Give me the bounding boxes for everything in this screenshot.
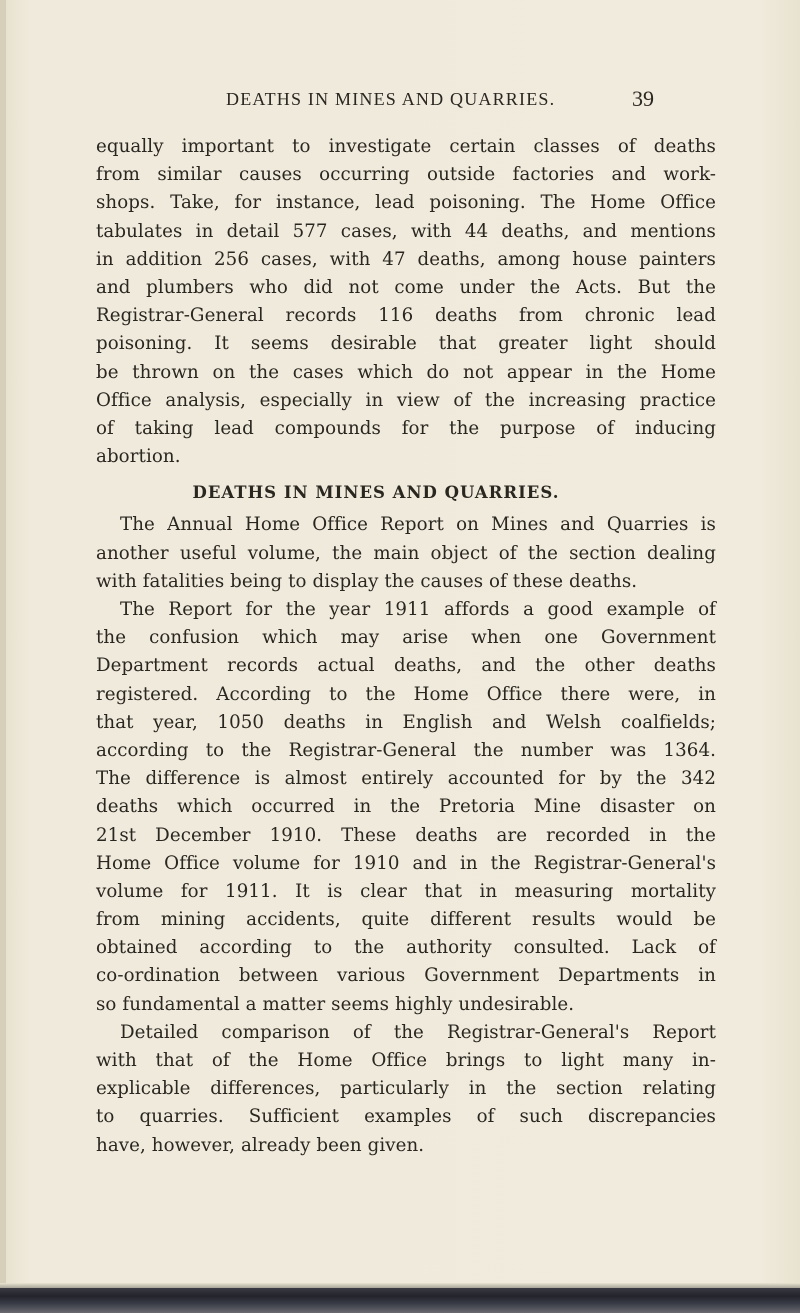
text-line: equally important to investigate certain classes of deaths <box>96 136 716 157</box>
text-line: co-ordination between various Government Departments in <box>96 965 716 987</box>
text-line: tabulates in detail 577 cases, with 44 deaths, and mentions <box>96 220 716 242</box>
text-line: so fundamental a matter seems highly undesirable. <box>96 993 575 1015</box>
text-line: shops. Take, for instance, lead poisoning. The Home Office <box>96 192 716 214</box>
text-line: to quarries. Sufficient examples of such discrepancies <box>96 1106 716 1128</box>
running-title: DEATHS IN MINES AND QUARRIES. <box>226 89 556 109</box>
running-head <box>0 86 800 116</box>
paragraph-report-1911 <box>96 596 716 1019</box>
text-line: and plumbers who did not come under the Acts. But the <box>96 276 716 298</box>
text-line: Home Office volume for 1910 and in the Registrar-General's <box>96 852 716 874</box>
text-line: Department records actual deaths, and the other deaths <box>96 655 716 677</box>
text-line: from mining accidents, quite different results would be <box>96 909 716 931</box>
text-line: Detailed comparison of the Registrar-General's Report <box>120 1021 716 1043</box>
text-line: from similar causes occurring outside factories and work- <box>96 164 716 186</box>
text-line: with fatalities being to display the causes of these deaths. <box>96 570 638 592</box>
text-line: The Annual Home Office Report on Mines and Quarries is <box>120 514 716 536</box>
text-line: another useful volume, the main object of the section dealing <box>96 542 716 564</box>
text-line: the confusion which may arise when one Government <box>96 627 716 649</box>
page-gutter-edge <box>0 0 6 1313</box>
text-line: The Report for the year 1911 affords a good example of <box>120 599 716 620</box>
paragraph-detailed-comparison <box>96 1019 716 1160</box>
text-line: volume for 1911. It is clear that in measuring mortality <box>96 880 716 902</box>
text-line: explicable differences, particularly in the section relating <box>96 1078 716 1100</box>
text-line: Registrar-General records 116 deaths from chronic lead <box>96 305 716 327</box>
page-number: 39 <box>632 86 654 111</box>
paragraph-lead-poisoning <box>96 133 716 471</box>
text-line: Office analysis, especially in view of the increasing practice <box>96 389 716 411</box>
text-line: be thrown on the cases which do not appear in the Home <box>96 361 716 383</box>
paragraph-annual-report <box>96 511 716 596</box>
text-line: poisoning. It seems desirable that greater light should <box>96 333 716 355</box>
text-line: registered. According to the Home Office there were, in <box>96 683 716 705</box>
scan-bottom-border <box>0 1288 800 1313</box>
text-line: have, however, already been given. <box>96 1134 425 1156</box>
text-line: obtained according to the authority consulted. Lack of <box>96 937 716 959</box>
section-heading: DEATHS IN MINES AND QUARRIES. <box>192 483 560 503</box>
text-line: in addition 256 cases, with 47 deaths, among house painters <box>96 248 716 270</box>
body-text <box>96 133 716 1160</box>
text-line: that year, 1050 deaths in English and Welsh coalfields; <box>96 711 716 733</box>
text-line: The difference is almost entirely accounted for by the 342 <box>96 768 716 790</box>
text-line: according to the Registrar-General the number was 1364. <box>96 739 716 761</box>
text-line: of taking lead compounds for the purpose of inducing <box>96 417 716 439</box>
text-line: deaths which occurred in the Pretoria Mine disaster on <box>96 796 716 818</box>
text-line: 21st December 1910. These deaths are recorded in the <box>96 824 716 846</box>
text-line: abortion. <box>96 446 181 468</box>
text-line: with that of the Home Office brings to light many in- <box>96 1050 716 1071</box>
